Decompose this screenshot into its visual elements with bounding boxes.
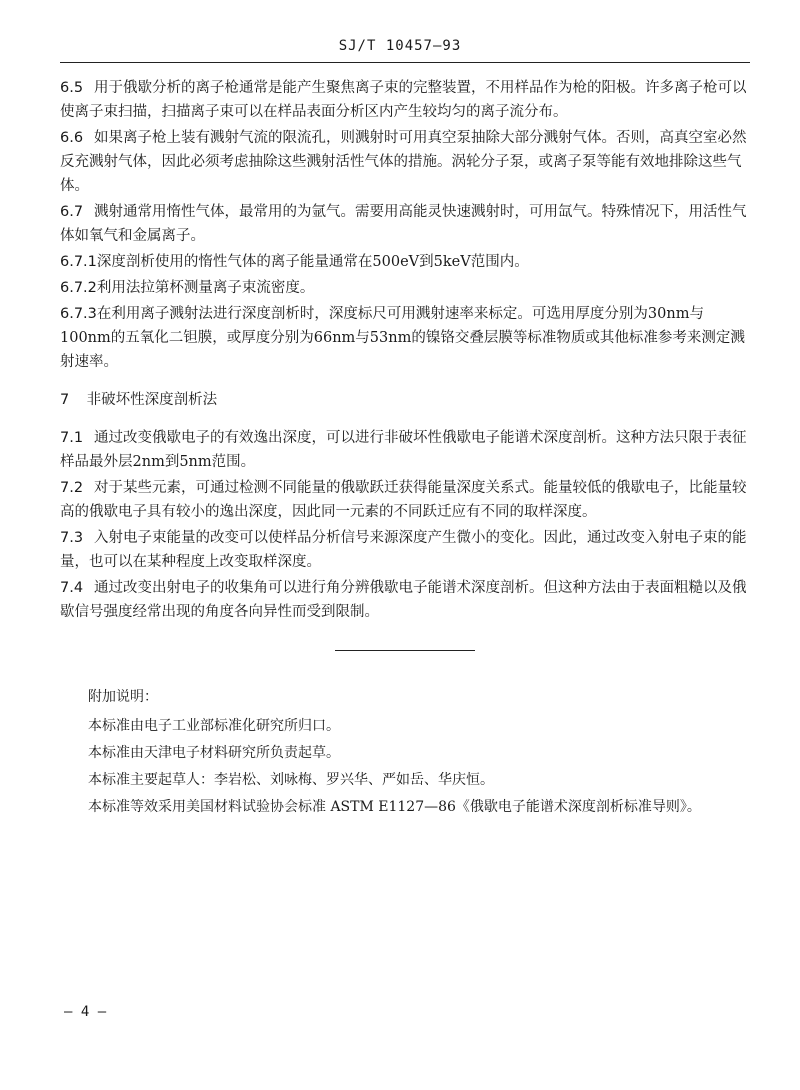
standard-code-header: SJ/T 10457—93 (338, 38, 462, 54)
clause-paragraph (60, 426, 750, 474)
note-line: 本标准主要起草人：李岩松、刘咏梅、罗兴华、严如岳、华庆恒。 (88, 772, 494, 788)
clause-number: 7.4 (60, 580, 84, 596)
document-body (60, 76, 750, 822)
end-separator-line (335, 650, 475, 651)
notes-lines (88, 714, 750, 820)
section-7-paragraphs (60, 426, 750, 624)
note-line: 本标准等效采用美国材料试验协会标准 ASTM E1127—86《俄歇电子能谱术深度剖析标准导则》。 (88, 799, 701, 815)
clause-text: 通过改变俄歇电子的有效逸出深度，可以进行非破坏性俄歇电子能谱术深度剖析。这种方法只限于表征样品最外层2nm到5nm范围。 (60, 430, 747, 470)
clause-number: 7.1 (60, 430, 84, 446)
section-7-heading (60, 388, 750, 412)
clause-number: 6.7.3 (60, 306, 97, 322)
clause-text: 对于某些元素，可通过检测不同能量的俄歇跃迁获得能量深度关系式。能量较低的俄歇电子，比能量较高的俄歇电子具有较小的逸出深度，因此同一元素的不同跃迁应有不同的取样深度。 (60, 480, 747, 520)
clause-paragraph (60, 302, 750, 374)
clause-paragraph (60, 476, 750, 524)
section-7-number: 7 (60, 392, 70, 408)
clause-text: 溅射通常用惰性气体，最常用的为氩气。需要用高能灵快速溅射时，可用氙气。特殊情况下，用活性气体如氧气和金属离子。 (60, 204, 747, 244)
clause-text: 入射电子束能量的改变可以使样品分析信号来源深度产生微小的变化。因此，通过改变入射电子束的能量，也可以在某种程度上改变取样深度。 (60, 530, 747, 570)
clause-paragraph (60, 200, 750, 248)
note-line: 本标准由电子工业部标准化研究所归口。 (88, 718, 340, 734)
additional-notes (60, 685, 750, 820)
clause-number: 6.6 (60, 130, 84, 146)
clause-number: 6.7 (60, 204, 84, 220)
clause-text: 通过改变出射电子的收集角可以进行角分辨俄歇电子能谱术深度剖析。但这种方法由于表面粗糙以及俄歇信号强度经常出现的角度各向异性而受到限制。 (60, 580, 747, 620)
clause-number: 6.7.2 (60, 280, 97, 296)
page-number: — 4 — (64, 1004, 107, 1020)
clause-paragraph (60, 576, 750, 624)
clause-number: 6.5 (60, 80, 84, 96)
clause-text: 深度剖析使用的惰性气体的离子能量通常在500eV到5keV范围内。 (96, 254, 529, 270)
section-6-paragraphs (60, 76, 750, 374)
notes-title: 附加说明： (88, 689, 158, 705)
clause-paragraph (60, 276, 750, 300)
clause-number: 7.2 (60, 480, 84, 496)
clause-paragraph (60, 526, 750, 574)
clause-text: 在利用离子溅射法进行深度剖析时，深度标尺可用溅射速率来标定。可选用厚度分别为30nm与100nm的五氧化二钽膜，或厚度分别为66nm与53nm的镍铬交叠层膜等标准物质或其他标准参考来测定溅射速率。 (60, 306, 745, 370)
section-7-title: 非破坏性深度剖析法 (86, 392, 218, 408)
clause-text: 如果离子枪上装有溅射气流的限流孔，则溅射时可用真空泵抽除大部分溅射气体。否则，高真空室必然反充溅射气体，因此必须考虑抽除这些溅射活性气体的措施。涡轮分子泵，或离子泵等能有效地排除这些气体。 (60, 130, 747, 194)
clause-text: 用于俄歇分析的离子枪通常是能产生聚焦离子束的完整装置，不用样品作为枪的阳极。许多离子枪可以使离子束扫描，扫描离子束可以在样品表面分析区内产生较均匀的离子流分布。 (60, 80, 747, 120)
clause-number: 7.3 (60, 530, 84, 546)
clause-paragraph (60, 76, 750, 124)
header-divider (60, 62, 750, 63)
clause-number: 6.7.1 (60, 254, 97, 270)
clause-paragraph (60, 250, 750, 274)
clause-text: 利用法拉第杯测量离子束流密度。 (96, 280, 315, 296)
note-line: 本标准由天津电子材料研究所负责起草。 (88, 745, 340, 761)
clause-paragraph (60, 126, 750, 198)
